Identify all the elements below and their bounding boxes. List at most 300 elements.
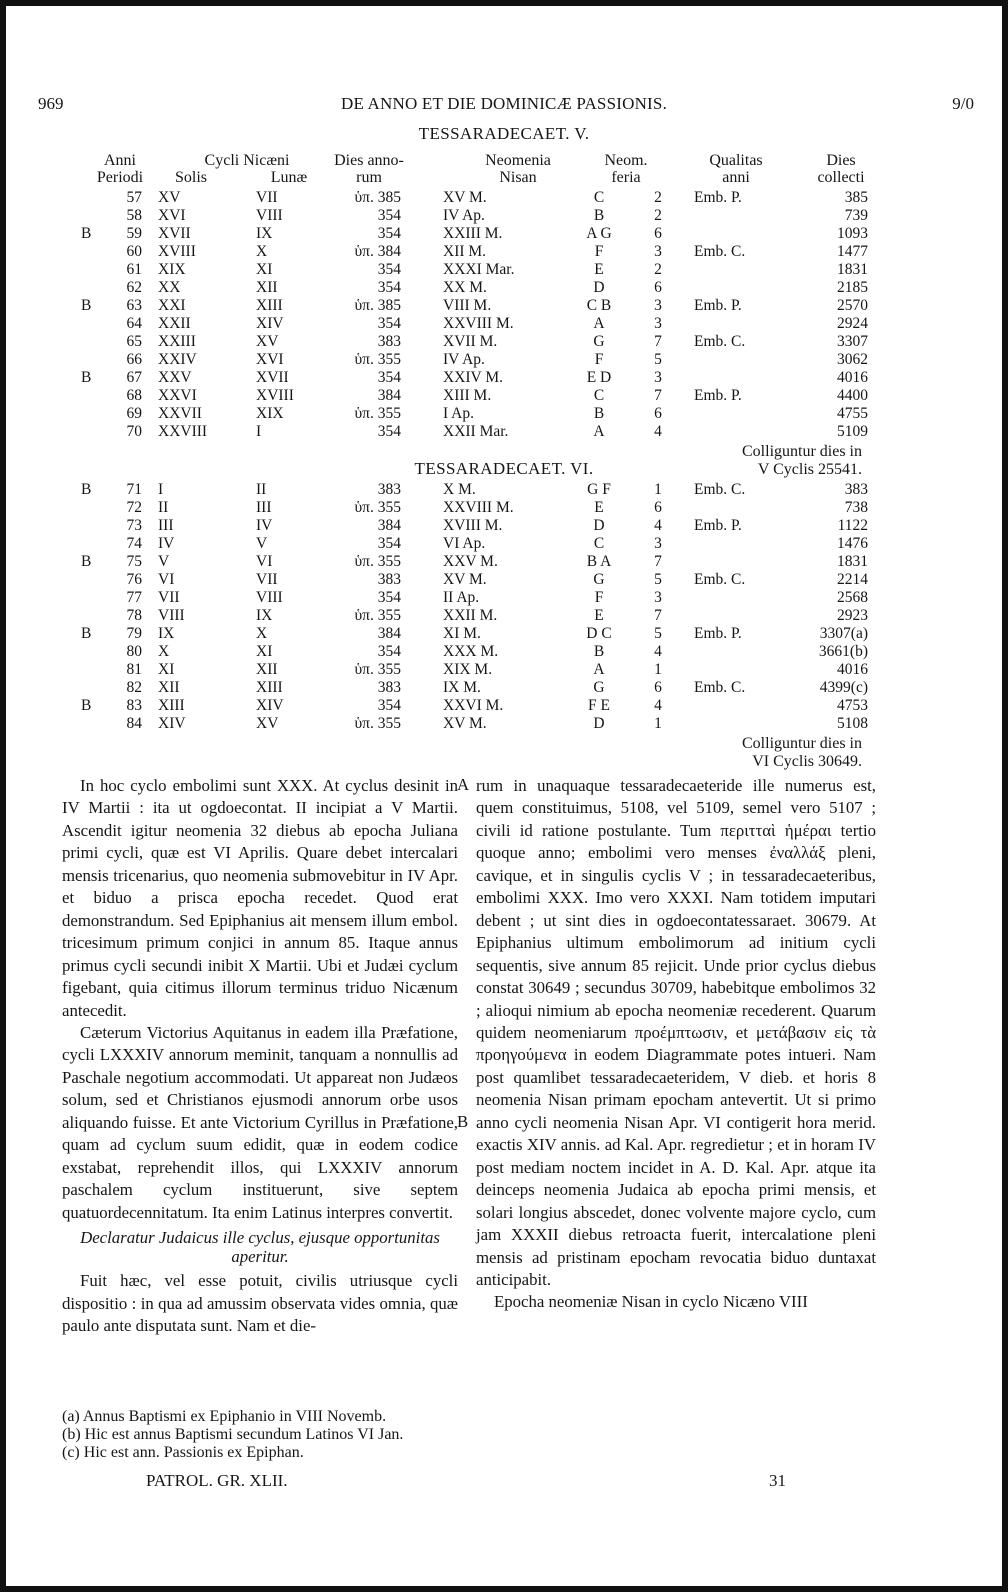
cell-feria: 6 bbox=[654, 499, 662, 516]
cell-year-number: 64 bbox=[126, 315, 142, 332]
cell-cycle-lunae: XIII bbox=[256, 679, 283, 696]
cell-cycle-lunae: XVI bbox=[256, 351, 284, 368]
cell-feria: 5 bbox=[654, 351, 662, 368]
cell-dies-annorum: 384 bbox=[377, 387, 401, 404]
cell-neom-letters: B bbox=[593, 405, 605, 422]
cell-dies-collecti: 738 bbox=[844, 499, 868, 516]
cell-feria: 4 bbox=[654, 517, 662, 534]
cell-neom-letters: B A bbox=[586, 553, 612, 570]
cell-neom-letters: A bbox=[593, 661, 605, 678]
cell-cycle-lunae: IV bbox=[256, 517, 273, 534]
cell-feria: 7 bbox=[654, 553, 662, 570]
cell-neomenia-nisan: II Ap. bbox=[443, 589, 480, 606]
cell-cycle-lunae: XIV bbox=[256, 697, 284, 714]
page-number-left: 969 bbox=[38, 94, 64, 113]
cell-dies-annorum: ὑπ. 384 bbox=[354, 243, 401, 260]
cell-feria: 3 bbox=[654, 535, 662, 552]
cell-year-number: 74 bbox=[126, 535, 142, 552]
cell-year-number: 61 bbox=[126, 261, 142, 278]
cell-cycle-lunae: IX bbox=[256, 607, 273, 624]
footer-signature: PATROL. GR. XLII. bbox=[146, 1471, 288, 1490]
table-row bbox=[6, 261, 1008, 278]
col-neomenia-nisan: Neomenia Nisan bbox=[485, 152, 551, 186]
cell-cycle-lunae: XVII bbox=[256, 369, 289, 386]
cell-neomenia-nisan: VIII M. bbox=[443, 297, 492, 314]
cell-cycle-lunae: X bbox=[256, 243, 268, 260]
cell-cycle-solis: VIII bbox=[158, 607, 185, 624]
cell-dies-collecti: 3661(b) bbox=[818, 643, 868, 660]
cell-dies-collecti: 5108 bbox=[837, 715, 868, 732]
cell-dies-annorum: 383 bbox=[377, 571, 401, 588]
cell-cycle-solis: XXV bbox=[158, 369, 192, 386]
cell-dies-annorum: 354 bbox=[377, 315, 401, 332]
table-row bbox=[6, 369, 1008, 386]
cell-neomenia-nisan: XV M. bbox=[443, 571, 487, 588]
cell-cycle-solis: XXVI bbox=[158, 387, 197, 404]
cell-cycle-lunae: VII bbox=[256, 571, 278, 588]
cell-dies-annorum: ὑπ. 385 bbox=[354, 297, 401, 314]
cell-dies-collecti: 1477 bbox=[837, 243, 868, 260]
cell-feria: 5 bbox=[654, 571, 662, 588]
cell-dies-annorum: 383 bbox=[377, 679, 401, 696]
cell-dies-collecti: 2568 bbox=[837, 589, 868, 606]
table-row bbox=[6, 589, 1008, 606]
cell-feria: 6 bbox=[654, 679, 662, 696]
cell-dies-collecti: 5109 bbox=[837, 423, 868, 440]
cell-dies-annorum: 383 bbox=[377, 333, 401, 350]
cell-feria: 2 bbox=[654, 261, 662, 278]
table-row bbox=[6, 351, 1008, 368]
cell-year-marker: B bbox=[81, 369, 92, 386]
cell-cycle-solis: XVIII bbox=[158, 243, 196, 260]
cell-dies-annorum: 384 bbox=[377, 625, 401, 642]
cell-cycle-solis: XVI bbox=[158, 207, 186, 224]
cell-year-number: 68 bbox=[126, 387, 142, 404]
cell-neomenia-nisan: XXXI Mar. bbox=[443, 261, 515, 278]
cell-year-number: 70 bbox=[126, 423, 142, 440]
cell-neomenia-nisan: VI Ap. bbox=[443, 535, 486, 552]
cell-feria: 4 bbox=[654, 423, 662, 440]
margin-letter-a: A bbox=[457, 775, 470, 794]
col-dies-annorum: Dies anno- rum bbox=[334, 152, 404, 186]
cell-cycle-lunae: III bbox=[256, 499, 272, 516]
footnotes bbox=[62, 1408, 403, 1462]
cell-cycle-lunae: XIII bbox=[256, 297, 283, 314]
col-qualitas-anni: Qualitas anni bbox=[709, 152, 763, 186]
table-row bbox=[6, 279, 1008, 296]
left-paragraph-2: Cæterum Victorius Aquitanus in eadem illa Præfatione, cycli LXXXIV annorum meminit, tanquam a nonnullis ad Paschale negotium accommodati. Ut appareat non Judæos solum, sed et Christianos ejusmodi annorum orbe usos aliquando fuisse. Et ante Victorium Cyrillus in Præfatione, quam ad cyclum suum edidit, quæ in eodem codice exstabat, reprehendit illos, qui LXXXIV annorum paschalem cyclum instituerunt, sive septem quatuordecennitatum. Ita enim Latinus interpres convertit. bbox=[62, 1022, 458, 1222]
table-row bbox=[6, 553, 1008, 570]
cell-neomenia-nisan: XXVIII M. bbox=[443, 315, 514, 332]
cell-cycle-lunae: VIII bbox=[256, 589, 283, 606]
cell-neomenia-nisan: XXVIII M. bbox=[443, 499, 514, 516]
footer-sheet-number: 31 bbox=[769, 1471, 786, 1490]
cell-dies-collecti: 3062 bbox=[837, 351, 868, 368]
cell-feria: 6 bbox=[654, 279, 662, 296]
table-row bbox=[6, 243, 1008, 260]
cell-dies-collecti: 4016 bbox=[837, 369, 868, 386]
cell-neomenia-nisan: XII M. bbox=[443, 243, 487, 260]
right-paragraph-2: Epocha neomeniæ Nisan in cyclo Nicæno VIII bbox=[494, 1292, 808, 1312]
cell-cycle-lunae: XV bbox=[256, 715, 279, 732]
cell-cycle-lunae: XII bbox=[256, 279, 278, 296]
col-lunae: Lunæ bbox=[270, 169, 308, 186]
cell-year-number: 66 bbox=[126, 351, 142, 368]
cell-cycle-lunae: X bbox=[256, 625, 268, 642]
cell-year-marker: B bbox=[81, 553, 92, 570]
cell-cycle-lunae: XVIII bbox=[256, 387, 294, 404]
cell-neomenia-nisan: XV M. bbox=[443, 189, 487, 206]
cell-year-number: 76 bbox=[126, 571, 142, 588]
cell-cycle-solis: VII bbox=[158, 589, 180, 606]
cell-cycle-solis: X bbox=[158, 643, 170, 660]
cell-cycle-lunae: IX bbox=[256, 225, 273, 242]
col-cycli-nicaeni: Cycli Nicæni bbox=[204, 152, 290, 169]
footnote-a: (a) Annus Baptismi ex Epiphanio in VIII Novemb. bbox=[62, 1408, 387, 1425]
table-row bbox=[6, 625, 1008, 642]
cell-feria: 3 bbox=[654, 243, 662, 260]
cell-dies-collecti: 4753 bbox=[837, 697, 868, 714]
cell-year-number: 73 bbox=[126, 517, 142, 534]
left-column bbox=[62, 775, 458, 1337]
cell-cycle-lunae: VIII bbox=[256, 207, 283, 224]
cell-cycle-solis: XXI bbox=[158, 297, 186, 314]
cell-feria: 7 bbox=[654, 607, 662, 624]
cell-neom-letters: G F bbox=[587, 481, 611, 498]
cell-dies-collecti: 1831 bbox=[837, 553, 868, 570]
cell-cycle-lunae: XI bbox=[256, 261, 273, 278]
cell-year-number: 71 bbox=[126, 481, 142, 498]
cell-neom-letters: G bbox=[593, 571, 605, 588]
cell-year-marker: B bbox=[81, 697, 92, 714]
cell-dies-annorum: 354 bbox=[377, 589, 401, 606]
cell-dies-annorum: 354 bbox=[377, 261, 401, 278]
cell-dies-collecti: 4399(c) bbox=[819, 679, 868, 696]
table-row bbox=[6, 499, 1008, 516]
cell-year-number: 82 bbox=[126, 679, 142, 696]
table-row bbox=[6, 535, 1008, 552]
cell-feria: 6 bbox=[654, 225, 662, 242]
cell-year-number: 67 bbox=[126, 369, 142, 386]
col-solis: Solis bbox=[174, 169, 207, 186]
cell-neomenia-nisan: XXII Mar. bbox=[443, 423, 509, 440]
table-row bbox=[6, 333, 1008, 350]
cell-feria: 3 bbox=[654, 589, 662, 606]
cell-cycle-solis: XIII bbox=[158, 697, 185, 714]
cell-cycle-solis: XI bbox=[158, 661, 175, 678]
cell-year-number: 63 bbox=[126, 297, 142, 314]
cell-dies-annorum: 384 bbox=[377, 517, 401, 534]
cell-neom-letters: F bbox=[594, 589, 604, 606]
cell-neomenia-nisan: XXII M. bbox=[443, 607, 498, 624]
cell-cycle-lunae: XI bbox=[256, 643, 273, 660]
cell-cycle-solis: XII bbox=[158, 679, 180, 696]
cell-dies-collecti: 2924 bbox=[837, 315, 868, 332]
table-row bbox=[6, 571, 1008, 588]
cell-year-number: 83 bbox=[126, 697, 142, 714]
cell-neom-letters: F bbox=[594, 243, 604, 260]
cell-dies-annorum: ὑπ. 355 bbox=[354, 499, 401, 516]
cell-feria: 1 bbox=[654, 481, 662, 498]
cell-neom-letters: E bbox=[594, 607, 604, 624]
cell-cycle-solis: IX bbox=[158, 625, 175, 642]
cell-dies-annorum: ὑπ. 355 bbox=[354, 553, 401, 570]
cell-feria: 4 bbox=[654, 643, 662, 660]
table-title-v: TESSARADECAET. V. bbox=[418, 124, 590, 143]
cell-dies-collecti: 1831 bbox=[837, 261, 868, 278]
cell-neomenia-nisan: XXX M. bbox=[443, 643, 499, 660]
cell-neomenia-nisan: XIX M. bbox=[443, 661, 493, 678]
cell-neom-letters: G bbox=[593, 679, 605, 696]
cell-cycle-solis: XIV bbox=[158, 715, 186, 732]
cell-cycle-lunae: II bbox=[256, 481, 267, 498]
cell-cycle-lunae: XII bbox=[256, 661, 278, 678]
table-row bbox=[6, 517, 1008, 534]
cell-neomenia-nisan: XXV M. bbox=[443, 553, 498, 570]
cell-neom-letters: G bbox=[593, 333, 605, 350]
cell-dies-collecti: 4755 bbox=[837, 405, 868, 422]
cell-year-number: 65 bbox=[126, 333, 142, 350]
cell-neom-letters: C bbox=[593, 535, 605, 552]
table-row bbox=[6, 481, 1008, 498]
cell-year-marker: B bbox=[81, 625, 92, 642]
cell-neomenia-nisan: XVII M. bbox=[443, 333, 498, 350]
cell-dies-collecti: 3307(a) bbox=[819, 625, 868, 642]
table-row bbox=[6, 661, 1008, 678]
cell-year-number: 84 bbox=[126, 715, 142, 732]
running-title: DE ANNO ET DIE DOMINICÆ PASSIONIS. bbox=[340, 94, 668, 113]
cell-year-number: 60 bbox=[126, 243, 142, 260]
table-row bbox=[6, 423, 1008, 440]
cell-cycle-solis: XV bbox=[158, 189, 181, 206]
section-heading: Declaratur Judaicus ille cyclus, ejusque opportunitas aperitur. bbox=[80, 1228, 440, 1267]
cell-cycle-solis: XXVIII bbox=[158, 423, 208, 440]
cell-cycle-solis: XIX bbox=[158, 261, 186, 278]
cell-neom-letters: B bbox=[593, 643, 605, 660]
cell-feria: 3 bbox=[654, 297, 662, 314]
cell-dies-annorum: 354 bbox=[377, 423, 401, 440]
cell-dies-collecti: 385 bbox=[844, 189, 868, 206]
cell-neom-letters: D bbox=[593, 715, 605, 732]
cell-qualitas: Emb. P. bbox=[694, 625, 742, 642]
cell-cycle-solis: IV bbox=[158, 535, 175, 552]
cell-year-number: 57 bbox=[126, 189, 142, 206]
cell-neomenia-nisan: XXVI M. bbox=[443, 697, 504, 714]
footnote-c: (c) Hic est ann. Passionis ex Epiphan. bbox=[62, 1444, 304, 1461]
cell-cycle-solis: XXVII bbox=[158, 405, 202, 422]
table-row bbox=[6, 387, 1008, 404]
cell-year-number: 77 bbox=[126, 589, 142, 606]
cell-year-number: 81 bbox=[126, 661, 142, 678]
cell-dies-annorum: ὑπ. 385 bbox=[354, 189, 401, 206]
cell-dies-annorum: 354 bbox=[377, 369, 401, 386]
cell-neomenia-nisan: IV Ap. bbox=[443, 207, 485, 224]
table-row bbox=[6, 679, 1008, 696]
cell-neomenia-nisan: XV M. bbox=[443, 715, 487, 732]
cell-neomenia-nisan: XI M. bbox=[443, 625, 481, 642]
table-column-headers bbox=[6, 152, 1008, 188]
cell-neom-letters: F E bbox=[588, 697, 610, 714]
cell-year-number: 58 bbox=[126, 207, 142, 224]
cell-year-number: 75 bbox=[126, 553, 142, 570]
cell-qualitas: Emb. P. bbox=[694, 189, 742, 206]
cell-dies-annorum: ὑπ. 355 bbox=[354, 351, 401, 368]
cell-cycle-solis: III bbox=[158, 517, 174, 534]
cell-neomenia-nisan: I Ap. bbox=[443, 405, 474, 422]
cell-qualitas: Emb. C. bbox=[694, 571, 746, 588]
cell-qualitas: Emb. P. bbox=[694, 297, 742, 314]
cell-dies-annorum: 354 bbox=[377, 697, 401, 714]
cell-neom-letters: C B bbox=[586, 297, 612, 314]
cell-qualitas: Emb. C. bbox=[694, 243, 746, 260]
cell-dies-collecti: 2923 bbox=[837, 607, 868, 624]
cell-year-number: 80 bbox=[126, 643, 142, 660]
cell-neomenia-nisan: XX M. bbox=[443, 279, 487, 296]
table-row bbox=[6, 315, 1008, 332]
cell-dies-annorum: 354 bbox=[377, 535, 401, 552]
cell-feria: 2 bbox=[654, 189, 662, 206]
table-row bbox=[6, 643, 1008, 660]
cell-neom-letters: D bbox=[593, 517, 605, 534]
running-header bbox=[28, 94, 980, 116]
cell-neom-letters: A bbox=[593, 315, 605, 332]
table-row bbox=[6, 607, 1008, 624]
cell-dies-collecti: 3307 bbox=[837, 333, 868, 350]
table-title-vi: TESSARADECAET. VI. bbox=[414, 459, 594, 478]
cell-cycle-lunae: XIX bbox=[256, 405, 284, 422]
cell-neomenia-nisan: XVIII M. bbox=[443, 517, 503, 534]
table-row bbox=[6, 189, 1008, 206]
cell-cycle-solis: V bbox=[158, 553, 170, 570]
table-row bbox=[6, 715, 1008, 732]
table-row bbox=[6, 297, 1008, 314]
cell-dies-annorum: ὑπ. 355 bbox=[354, 607, 401, 624]
cell-neomenia-nisan: IV Ap. bbox=[443, 351, 485, 368]
cell-cycle-solis: VI bbox=[158, 571, 175, 588]
table-row bbox=[6, 225, 1008, 242]
cell-dies-collecti: 4016 bbox=[837, 661, 868, 678]
cell-cycle-lunae: VI bbox=[256, 553, 273, 570]
cell-neom-letters: E bbox=[594, 499, 604, 516]
cell-neomenia-nisan: IX M. bbox=[443, 679, 481, 696]
right-column bbox=[476, 775, 876, 1314]
cell-dies-annorum: ὑπ. 355 bbox=[354, 405, 401, 422]
col-neom-feria: Neom. feria bbox=[604, 152, 648, 186]
cell-qualitas: Emb. C. bbox=[694, 333, 746, 350]
cell-feria: 7 bbox=[654, 387, 662, 404]
cell-neomenia-nisan: XXIII M. bbox=[443, 225, 503, 242]
cell-qualitas: Emb. C. bbox=[694, 481, 746, 498]
cell-dies-annorum: 354 bbox=[377, 643, 401, 660]
cell-cycle-solis: XXIV bbox=[158, 351, 197, 368]
margin-letter-b: B bbox=[457, 1112, 469, 1131]
cell-year-number: 59 bbox=[126, 225, 142, 242]
cell-feria: 6 bbox=[654, 405, 662, 422]
cell-cycle-lunae: XV bbox=[256, 333, 279, 350]
table-row bbox=[6, 697, 1008, 714]
cell-dies-collecti: 2570 bbox=[837, 297, 868, 314]
cell-dies-annorum: 354 bbox=[377, 279, 401, 296]
cell-cycle-solis: I bbox=[158, 481, 164, 498]
cell-dies-annorum: 383 bbox=[377, 481, 401, 498]
cell-dies-collecti: 739 bbox=[844, 207, 868, 224]
cell-feria: 3 bbox=[654, 315, 662, 332]
table-row bbox=[6, 405, 1008, 422]
cell-neomenia-nisan: XIII M. bbox=[443, 387, 492, 404]
left-paragraph-3: Fuit hæc, vel esse potuit, civilis utriusque cycli dispositio : in qua ad amussim observata vides omnia, quæ paulo ante disputata sunt. Nam et die- bbox=[62, 1271, 458, 1335]
cell-feria: 5 bbox=[654, 625, 662, 642]
cell-dies-collecti: 383 bbox=[844, 481, 868, 498]
cell-year-number: 78 bbox=[126, 607, 142, 624]
cell-dies-collecti: 1093 bbox=[837, 225, 868, 242]
cell-year-number: 69 bbox=[126, 405, 142, 422]
cell-cycle-solis: XVII bbox=[158, 225, 191, 242]
cell-feria: 7 bbox=[654, 333, 662, 350]
cell-year-number: 62 bbox=[126, 279, 142, 296]
cell-dies-collecti: 1476 bbox=[837, 535, 868, 552]
cell-neom-letters: E bbox=[594, 261, 604, 278]
cell-feria: 1 bbox=[654, 661, 662, 678]
cell-year-marker: B bbox=[81, 225, 92, 242]
cell-neom-letters: F bbox=[594, 351, 604, 368]
table-row bbox=[6, 207, 1008, 224]
col-dies-collecti: Dies collecti bbox=[817, 152, 865, 186]
cell-dies-annorum: ὑπ. 355 bbox=[354, 661, 401, 678]
cell-dies-collecti: 1122 bbox=[837, 517, 868, 534]
cell-neom-letters: D C bbox=[586, 625, 612, 642]
cell-neom-letters: C bbox=[593, 387, 605, 404]
cell-dies-collecti: 4400 bbox=[837, 387, 868, 404]
page-number-right: 9/0 bbox=[952, 94, 974, 113]
cell-dies-annorum: ὑπ. 355 bbox=[354, 715, 401, 732]
cell-neom-letters: B bbox=[593, 207, 605, 224]
colliguntur-v: Colliguntur dies in V Cyclis 25541. bbox=[742, 443, 862, 478]
cell-year-marker: B bbox=[81, 297, 92, 314]
cell-year-number: 79 bbox=[126, 625, 142, 642]
col-anni-periodi: Anni Periodi bbox=[96, 152, 144, 186]
left-paragraph-1: In hoc cyclo embolimi sunt XXX. At cyclus desinit in IV Martii : ita ut ogdoecontat. II incipiat a V Martii. Ascendit igitur neomenia 32 diebus ab epocha Juliana primi cycli, quæ est VI Aprilis. Quare debet intercalari mensis tricenarius, quo neomenia submovebitur in IV Apr. et biduo a prisca epocha recedet. Quod erat demonstrandum. Sed Epiphanius ait mensem illum embol. tricesimum primum conjici in annum 85. Itaque annus primus cycli secundi inibit X Martii. Ubi et Judæi cyclum figebant, quia citimus illorum terminus triduo Nicænum antecedit. bbox=[62, 776, 458, 1020]
cell-qualitas: Emb. C. bbox=[694, 679, 746, 696]
cell-dies-collecti: 2214 bbox=[837, 571, 868, 588]
cell-neom-letters: A G bbox=[586, 225, 612, 242]
cell-neomenia-nisan: X M. bbox=[443, 481, 476, 498]
cell-feria: 4 bbox=[654, 697, 662, 714]
cell-neom-letters: A bbox=[593, 423, 605, 440]
footnote-b: (b) Hic est annus Baptismi secundum Latinos VI Jan. bbox=[62, 1426, 404, 1443]
right-paragraph-1: rum in unaquaque tessaradecaeteride ille numerus est, quem constituimus, 5108, vel 5109, semel vero 5107 ; civili id ratione postulante. Tum περιτταὶ ἡμέραι tertio quoque anno; embolimi vero menses ἐναλλάξ pleni, cavique, et in singulis cyclis V ; in tessaradecaeteribus, embolimi XXX. Imo vero XXXI. Nam totidem imputari debent ; ut sint dies in ogdoecontatessaraet. 30679. At Epiphanius ultimum embolimorum ad initium cycli sequentis, sive annum 85 rejicit. Unde prior cyclus diebus constat 30649 ; secundus 30709, habebitque embolimos 32 ; alioqui nimium ab epocha neomeniæ recederent. Quarum quidem neomeniarum προέμπτωσιν, et μετάβασιν εἰς τὰ προηγούμενα in eodem Diagrammate potes intueri. Nam post quamlibet tessaradecaeteridem, V dieb. et horis 8 neomenia Nisan primam epocham antevertit. Ut si primo anno cycli neomenia Nisan Apr. VI contigerit hora merid. exactis XIV annis. ad Kal. Apr. regredietur ; et in horam IV post mediam noctem incidet in A. D. Kal. Apr. atque ita deinceps neomenia Judaica ab epocha primi mensis, et solari longius abscedet, donec volvente majore cyclo, cum jam XXXII diebus retroacta fuerit, intercalatione pleni mensis ad pristinam epocham revocatia biduo duntaxat anticipabit. bbox=[476, 776, 876, 1289]
cell-cycle-lunae: V bbox=[256, 535, 268, 552]
cell-cycle-solis: XXIII bbox=[158, 333, 196, 350]
cell-dies-collecti: 2185 bbox=[837, 279, 868, 296]
cell-qualitas: Emb. P. bbox=[694, 517, 742, 534]
cell-cycle-lunae: XIV bbox=[256, 315, 284, 332]
cell-dies-annorum: 354 bbox=[377, 225, 401, 242]
cell-cycle-solis: XXII bbox=[158, 315, 191, 332]
cell-year-number: 72 bbox=[126, 499, 142, 516]
cell-neom-letters: C bbox=[593, 189, 605, 206]
cell-neomenia-nisan: XXIV M. bbox=[443, 369, 503, 386]
cell-feria: 2 bbox=[654, 207, 662, 224]
cell-year-marker: B bbox=[81, 481, 92, 498]
cell-cycle-solis: II bbox=[158, 499, 169, 516]
cell-cycle-solis: XX bbox=[158, 279, 181, 296]
cell-cycle-lunae: VII bbox=[256, 189, 278, 206]
cell-dies-annorum: 354 bbox=[377, 207, 401, 224]
cell-neom-letters: D bbox=[593, 279, 605, 296]
colliguntur-vi: Colliguntur dies in VI Cyclis 30649. bbox=[742, 735, 862, 770]
cell-qualitas: Emb. P. bbox=[694, 387, 742, 404]
cell-neom-letters: E D bbox=[586, 369, 612, 386]
